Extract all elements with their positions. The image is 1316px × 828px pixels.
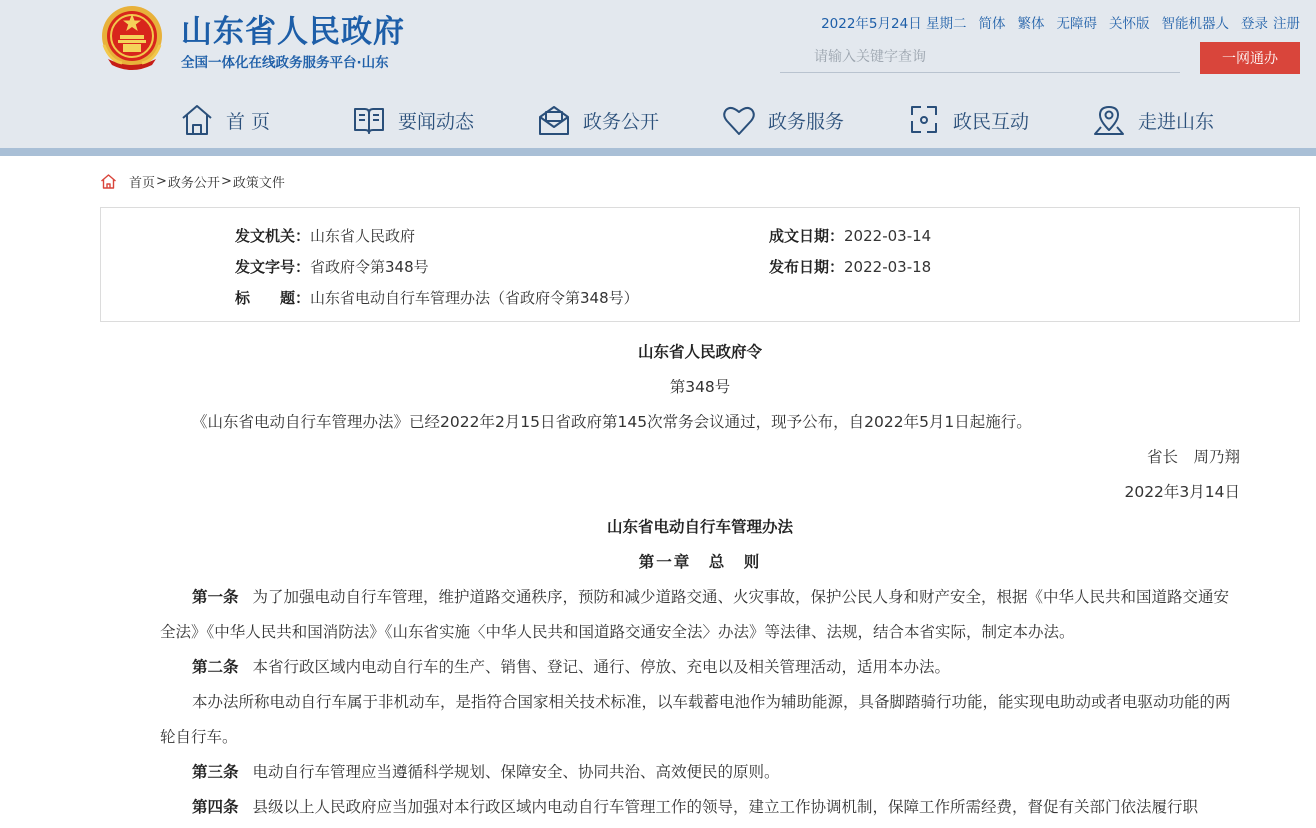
national-emblem-icon xyxy=(100,5,164,71)
issuer-label: 发文机关： xyxy=(235,227,311,245)
mail-icon xyxy=(537,103,571,137)
auth-links xyxy=(1241,12,1300,32)
nav-item-news[interactable] xyxy=(352,100,474,140)
smart-robot-link[interactable]: 智能机器人 xyxy=(1161,16,1229,32)
article-text: 为了加强电动自行车管理，维护道路交通秩序，预防和减少道路交通、火灾事故，保护公民人身和财产安全，根据《中华人民共和国道路交通安全法》《中华人民共和国消防法》《山东省实施〈中华人民共和国道路交通安全法〉办法》等法律、法规，结合本省实际，制定本办法。 xyxy=(160,588,1230,641)
search-input[interactable] xyxy=(780,42,1180,73)
register-link[interactable]: 注册 xyxy=(1273,16,1300,32)
article-number: 第四条 xyxy=(192,798,239,816)
article-paragraph xyxy=(160,580,1240,650)
nav-item-government-services[interactable] xyxy=(722,100,844,140)
location-icon xyxy=(1092,103,1126,137)
doc-title-value: 山东省电动自行车管理办法（省政府令第348号） xyxy=(310,289,639,307)
simplified-chinese-link[interactable]: 简体 xyxy=(978,16,1006,32)
main-nav xyxy=(0,100,1316,140)
signatory: 省长 周乃翔 xyxy=(1146,448,1240,466)
created-date-row xyxy=(769,225,931,246)
nav-item-government-affairs[interactable] xyxy=(537,100,659,140)
site-title[interactable]: 山东省人民政府 xyxy=(181,14,405,50)
doc-number-row xyxy=(235,256,429,277)
article-number: 第二条 xyxy=(192,658,239,676)
header-divider xyxy=(0,148,1316,156)
article-paragraph xyxy=(160,650,1240,685)
nav-label: 首 页 xyxy=(226,110,271,133)
heart-icon xyxy=(722,103,756,137)
nav-label: 走进山东 xyxy=(1138,110,1215,133)
order-title: 山东省人民政府令 xyxy=(637,343,762,361)
nav-item-home[interactable] xyxy=(180,100,270,140)
article-text: 县级以上人民政府应当加强对本行政区域内电动自行车管理工作的领导，建立工作协调机制，保障工作所需经费，督促有关部门依法履行职 xyxy=(252,798,1199,816)
document-info-box xyxy=(100,207,1300,322)
sign-date: 2022年3月14日 xyxy=(1124,483,1240,501)
announcement: 《山东省电动自行车管理办法》已经2022年2月15日省政府第145次常务会议通过，现予公布，自2022年5月1日起施行。 xyxy=(192,413,1032,431)
nav-label: 政务服务 xyxy=(768,110,845,133)
breadcrumb-separator: > xyxy=(220,173,232,189)
article-text: 本省行政区域内电动自行车的生产、销售、登记、通行、停放、充电以及相关管理活动，适用本办法。 xyxy=(252,658,951,676)
elderly-care-mode-link[interactable]: 关怀版 xyxy=(1109,16,1150,32)
article-body xyxy=(160,335,1240,825)
regulation-title: 山东省电动自行车管理办法 xyxy=(606,518,793,536)
order-number: 第348号 xyxy=(669,378,731,396)
doc-number-value: 省政府令第348号 xyxy=(310,258,429,276)
accessibility-link[interactable]: 无障碍 xyxy=(1056,16,1097,32)
breadcrumb-separator: > xyxy=(156,173,167,189)
published-date-row xyxy=(769,256,931,277)
breadcrumb-home[interactable]: 首页 xyxy=(129,175,156,191)
chapter-heading: 第一章 总 则 xyxy=(638,553,762,571)
nav-label: 政民互动 xyxy=(953,110,1030,133)
published-date-value: 2022-03-18 xyxy=(844,258,932,276)
site-header xyxy=(0,0,1316,148)
issuer-value: 山东省人民政府 xyxy=(310,227,416,245)
site-subtitle: 全国一体化在线政务服务平台·山东 xyxy=(181,55,389,71)
nav-label: 要闻动态 xyxy=(398,110,475,133)
nav-label: 政务公开 xyxy=(583,110,660,133)
breadcrumb-policy-documents[interactable]: 政策文件 xyxy=(232,175,285,191)
traditional-chinese-link[interactable]: 繁体 xyxy=(1017,16,1045,32)
issuer-row xyxy=(235,225,415,246)
created-date-label: 成文日期： xyxy=(769,227,845,245)
article-number: 第三条 xyxy=(192,763,239,781)
doc-title-row xyxy=(235,287,639,308)
home-icon xyxy=(100,173,117,190)
created-date-value: 2022-03-14 xyxy=(844,227,932,245)
nav-item-about-shandong[interactable] xyxy=(1092,100,1214,140)
article-number: 第一条 xyxy=(192,588,239,606)
article-paragraph: 本办法所称电动自行车属于非机动车，是指符合国家相关技术标准，以车载蓄电池作为辅助能源，具备脚踏骑行功能，能实现电助动或者电驱动功能的两轮自行车。 xyxy=(160,693,1231,746)
login-link[interactable]: 登录 xyxy=(1241,16,1268,32)
nav-item-interaction[interactable] xyxy=(907,100,1029,140)
one-network-service-button[interactable]: 一网通办 xyxy=(1200,42,1300,74)
breadcrumb-government-affairs[interactable]: 政务公开 xyxy=(167,175,220,191)
current-date: 2022年5月24日 星期二 xyxy=(821,16,967,32)
doc-title-label: 标 题： xyxy=(235,289,311,307)
home-icon xyxy=(180,103,214,137)
top-links xyxy=(821,12,1300,32)
breadcrumb xyxy=(100,172,285,190)
article-text: 电动自行车管理应当遵循科学规划、保障安全、协同共治、高效便民的原则。 xyxy=(252,763,780,781)
interaction-icon xyxy=(907,103,941,137)
book-icon xyxy=(352,103,386,137)
article-paragraph xyxy=(160,755,1240,790)
article-paragraph xyxy=(160,790,1240,825)
doc-number-label: 发文字号： xyxy=(235,258,311,276)
published-date-label: 发布日期： xyxy=(769,258,845,276)
